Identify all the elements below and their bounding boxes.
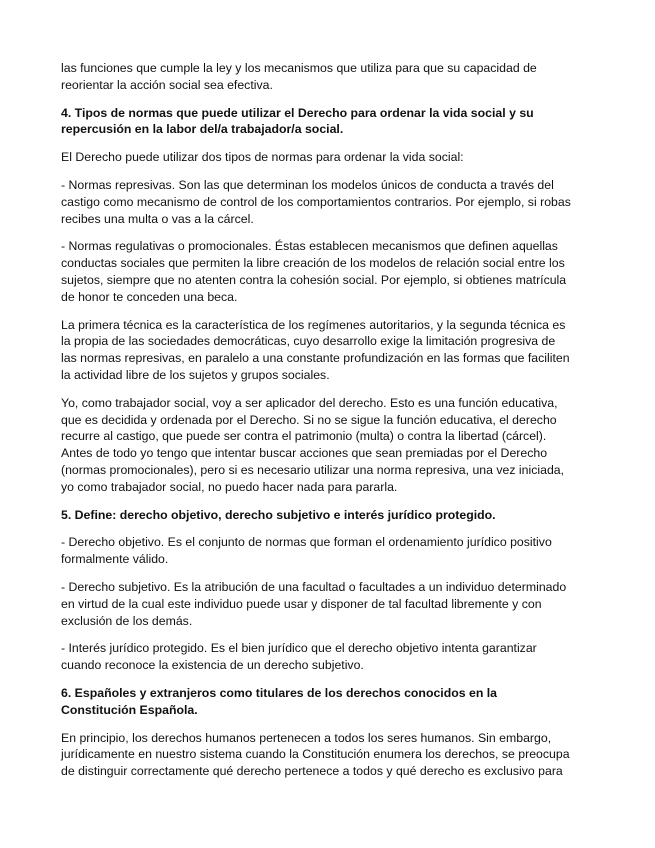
text-line: reorientar la acción social sea efectiva. xyxy=(61,77,273,92)
heading-line: 6. Españoles y extranjeros como titulares de los derechos conocidos en la xyxy=(61,685,498,700)
text-line: que es decidida y ordenada por el Derecho. Si no se sigue la función educativa, el derecho xyxy=(61,412,557,427)
section-heading-4 xyxy=(61,105,599,139)
text-line: exclusión de los demás. xyxy=(61,613,193,628)
text-line: jurídicamente en nuestro sistema cuando la Constitución enumera los derechos, se preocupa xyxy=(61,747,570,762)
list-item-derecho-subjetivo xyxy=(61,579,599,629)
text-line: conductas sociales que permiten la libre creación de los modelos de relación social entre los xyxy=(61,256,565,271)
text-line: sujetos, siempre que no atenten contra la cohesión social. Por ejemplo, si obtienes matrícula xyxy=(61,272,567,287)
text-line: formalmente válido. xyxy=(61,552,169,567)
text-line: El Derecho puede utilizar dos tipos de normas para ordenar la vida social: xyxy=(61,150,464,165)
section-heading-5 xyxy=(61,507,599,524)
list-item-normas-represivas xyxy=(61,177,599,227)
text-line: de honor te conceden una beca. xyxy=(61,289,238,304)
text-line: la actividad libre de los sujetos y grupos sociales. xyxy=(61,367,330,382)
heading-line: repercusión en la labor del/a trabajador/a social. xyxy=(61,122,344,137)
text-line: de distinguir correctamente qué derecho pertenece a todos y qué derecho es exclusivo para xyxy=(61,764,563,779)
heading-line: 5. Define: derecho objetivo, derecho subjetivo e interés jurídico protegido. xyxy=(61,507,496,522)
text-line: yo como trabajador social, no puedo hacer nada para pararla. xyxy=(61,479,398,494)
text-line: castigo como mecanismo de control de los comportamientos contrarios. Por ejemplo, si robas xyxy=(61,194,571,209)
paragraph-social-worker xyxy=(61,395,599,496)
text-line: (normas promocionales), pero si es necesario utilizar una norma represiva, una vez iniciada, xyxy=(61,462,565,477)
text-line: en virtud de la cual este individuo puede usar y disponer de tal facultad libremente y con xyxy=(61,596,542,611)
section-heading-6 xyxy=(61,685,599,719)
text-line: La primera técnica es la característica de los regímenes autoritarios, y la segunda técnica es xyxy=(61,317,566,332)
paragraph-techniques xyxy=(61,317,599,384)
list-item-normas-regulativas xyxy=(61,238,599,305)
paragraph-human-rights xyxy=(61,730,599,780)
text-line: las funciones que cumple la ley y los mecanismos que utiliza para que su capacidad de xyxy=(61,61,537,75)
text-line: - Normas represivas. Son las que determinan los modelos únicos de conducta a través del xyxy=(61,177,554,192)
text-line: Yo, como trabajador social, voy a ser aplicador del derecho. Esto es una función educativa, xyxy=(61,395,558,410)
heading-line: Constitución Española. xyxy=(61,702,198,717)
text-line: las normas represivas, en paralelo a una constante profundización en las formas que faciliten xyxy=(61,351,570,366)
text-line: recibes una multa o vas a la cárcel. xyxy=(61,211,254,226)
text-line: la propia de las sociedades democráticas, cuyo desarrollo exige la limitación progresiva de xyxy=(61,334,556,349)
text-line: Antes de todo yo tengo que intentar buscar acciones que sean premiadas por el Derecho xyxy=(61,446,548,461)
text-line: - Interés jurídico protegido. Es el bien jurídico que el derecho objetivo intenta garantizar xyxy=(61,641,537,656)
text-line: cuando reconoce la existencia de un derecho subjetivo. xyxy=(61,658,364,673)
paragraph-norm-types-intro xyxy=(61,149,599,166)
text-line: - Derecho objetivo. Es el conjunto de normas que forman el ordenamiento jurídico positivo xyxy=(61,535,552,550)
text-line: - Normas regulativas o promocionales. Éstas establecen mecanismos que definen aquellas xyxy=(61,239,558,254)
heading-line: 4. Tipos de normas que puede utilizar el Derecho para ordenar la vida social y su xyxy=(61,105,534,120)
list-item-interes-juridico xyxy=(61,640,599,674)
text-line: recurre al castigo, que puede ser contra el patrimonio (multa) o contra la libertad (cárcel). xyxy=(61,429,547,444)
paragraph-intro-continuation xyxy=(61,60,599,94)
list-item-derecho-objetivo xyxy=(61,534,599,568)
text-line: - Derecho subjetivo. Es la atribución de una facultad o facultades a un individuo determinado xyxy=(61,579,567,594)
text-line: En principio, los derechos humanos pertenecen a todos los seres humanos. Sin embargo, xyxy=(61,730,552,745)
